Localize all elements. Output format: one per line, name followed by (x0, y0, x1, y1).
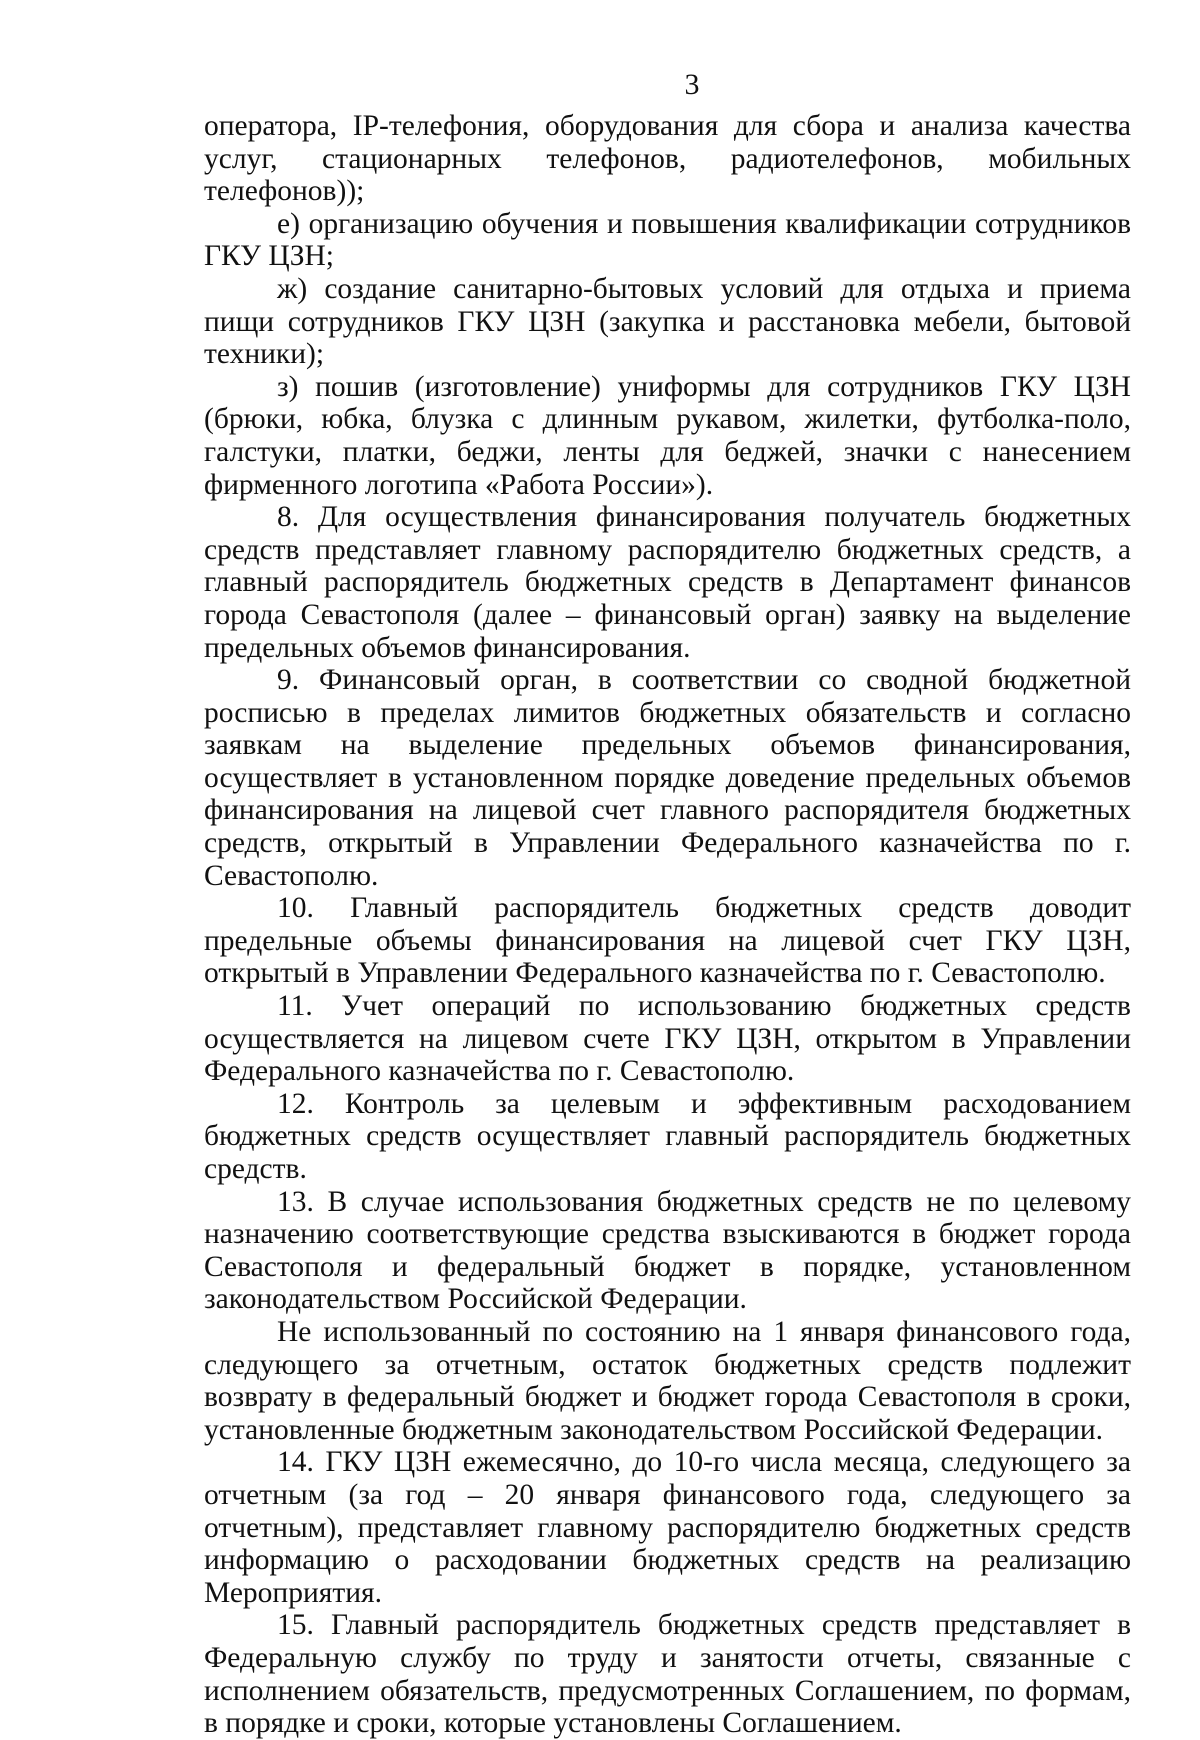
paragraph-15: 15. Главный распорядитель бюджетных средств представляет в Федеральную службу по труду и занятости отчеты, связанные с исполнением обязательств, предусмотренных Соглашением, по формам, в порядке и сроки, которые установлены Соглашением. (204, 1609, 1131, 1740)
paragraph-14: 14. ГКУ ЦЗН ежемесячно, до 10-го числа месяца, следующего за отчетным (за год – 20 января финансового года, следующего за отчетным), представляет главному распорядителю бюджетных средств информацию о расходовании бюджетных средств на реализацию Мероприятия. (204, 1446, 1131, 1609)
paragraph-item-zh: ж) создание санитарно-бытовых условий для отдыха и приема пищи сотрудников ГКУ ЦЗН (закупка и расстановка мебели, бытовой техники); (204, 272, 1131, 371)
paragraph-12: 12. Контроль за целевым и эффективным расходованием бюджетных средств осуществляет главный распорядитель бюджетных средств. (204, 1087, 1131, 1185)
paragraph-9: 9. Финансовый орган, в соответствии со сводной бюджетной росписью в пределах лимитов бюджетных обязательств и согласно заявкам на выделение предельных объемов финансирования, осуществляет в установленном порядке доведение предельных объемов финансирования на лицевой счет главного распорядителя бюджетных средств, открытый в Управлении Федерального казначейства по г. Севастополю. (204, 664, 1131, 892)
paragraph-item-e: е) организацию обучения и повышения квалификации сотрудников ГКУ ЦЗН; (204, 207, 1131, 273)
paragraph-continuation: оператора, IP-телефония, оборудования для сбора и анализа качества услуг, стационарных телефонов, радиотелефонов, мобильных телефонов)); (204, 110, 1131, 208)
paragraph-item-z: з) пошив (изготовление) униформы для сотрудников ГКУ ЦЗН (брюки, юбка, блузка с длинным рукавом, жилетки, футболка-поло, галстуки, платки, беджи, ленты для беджей, значки с нанесением фирменного логотипа «Работа России»). (204, 370, 1131, 501)
paragraph-10: 10. Главный распорядитель бюджетных средств доводит предельные объемы финансирования на лицевой счет ГКУ ЦЗН, открытый в Управлении Федерального казначейства по г. Севастополю. (204, 892, 1131, 990)
page-number: 3 (684, 68, 700, 101)
document-body (204, 110, 1131, 1740)
paragraph-13: 13. В случае использования бюджетных средств не по целевому назначению соответствующие средства взыскиваются в бюджет города Севастополя и федеральный бюджет в порядке, установленном законодательством Российской Федерации. (204, 1185, 1131, 1316)
paragraph-11: 11. Учет операций по использованию бюджетных средств осуществляется на лицевом счете ГКУ ЦЗН, открытом в Управлении Федерального казначейства по г. Севастополю. (204, 990, 1131, 1088)
paragraph-8: 8. Для осуществления финансирования получатель бюджетных средств представляет главному распорядителю бюджетных средств, а главный распорядитель бюджетных средств в Департамент финансов города Севастополя (далее – финансовый орган) заявку на выделение предельных объемов финансирования. (204, 501, 1131, 664)
paragraph-13-unused-balance: Не использованный по состоянию на 1 января финансового года, следующего за отчетным, остаток бюджетных средств подлежит возврату в федеральный бюджет и бюджет города Севастополя в сроки, установленные бюджетным законодательством Российской Федерации. (204, 1315, 1131, 1446)
